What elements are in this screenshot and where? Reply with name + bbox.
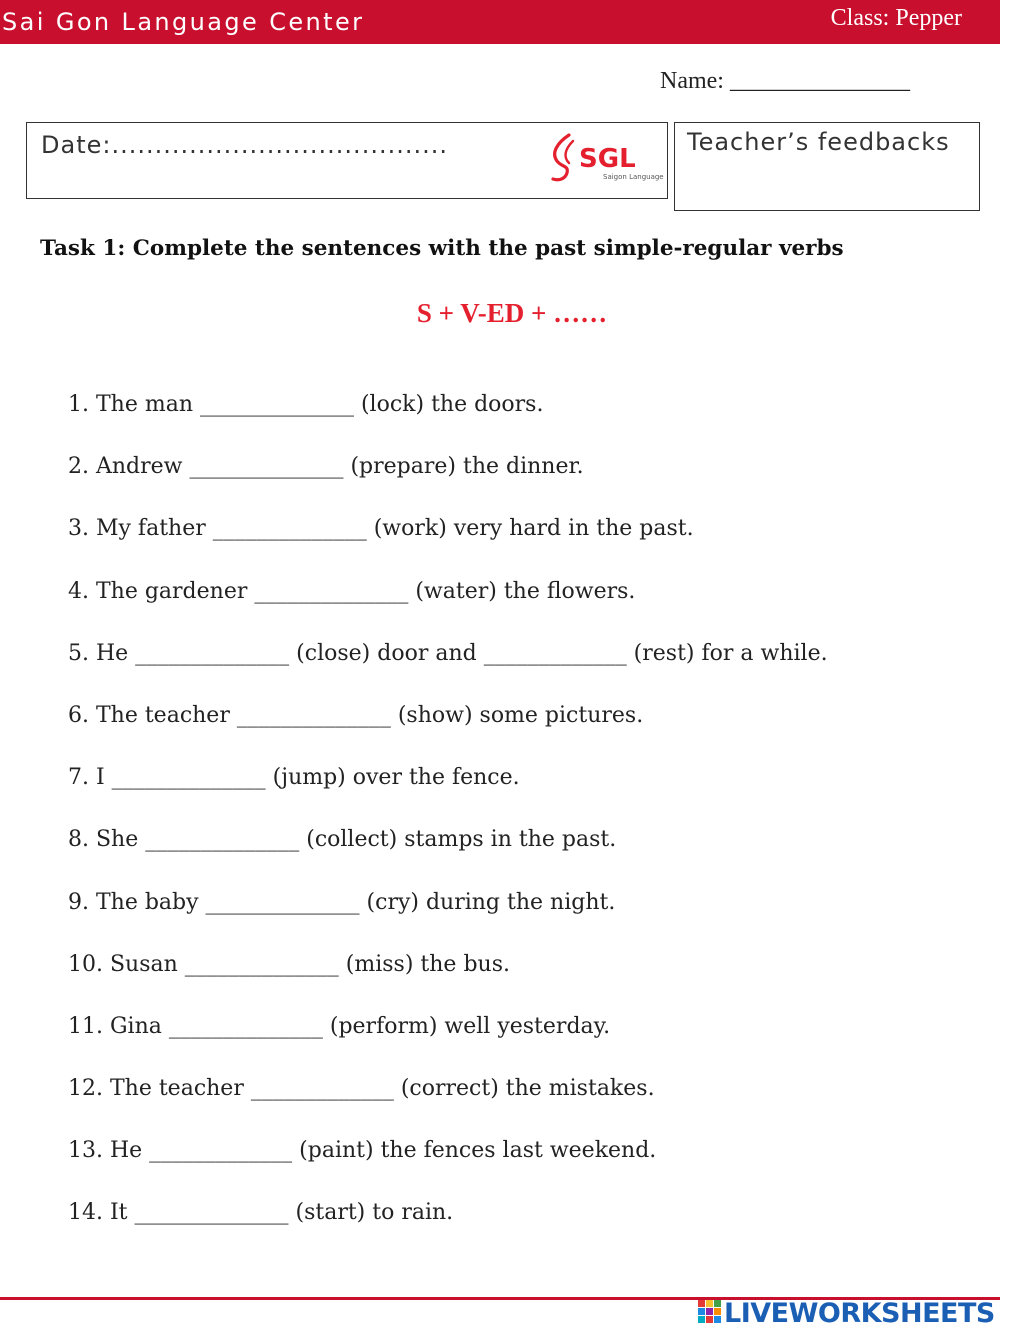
- sentence-item[interactable]: 8. She ______________ (collect) stamps in the past.: [68, 827, 617, 853]
- sentence-item[interactable]: 13. He _____________ (paint) the fences last weekend.: [68, 1138, 657, 1164]
- liveworksheets-watermark: [697, 1298, 997, 1328]
- name-field: Name: _______________: [660, 68, 910, 94]
- liveworksheets-icon: [697, 1298, 723, 1328]
- feedback-label: Teacher’s feedbacks: [687, 128, 950, 156]
- sentence-item[interactable]: 5. He ______________ (close) door and _____________ (rest) for a while.: [68, 640, 828, 666]
- date-field: Date:.......................................: [41, 131, 448, 159]
- task-title: Task 1: Complete the sentences with the past simple-regular verbs: [40, 236, 844, 261]
- class-label: Class: Pepper: [830, 5, 962, 31]
- feedback-box: [674, 122, 980, 211]
- sentence-item[interactable]: 4. The gardener ______________ (water) the flowers.: [68, 578, 636, 604]
- sentence-item[interactable]: 1. The man ______________ (lock) the doors.: [68, 392, 544, 417]
- sentence-item[interactable]: 11. Gina ______________ (perform) well yesterday.: [68, 1013, 611, 1039]
- sentence-item[interactable]: 2. Andrew ______________ (prepare) the dinner.: [68, 454, 584, 480]
- sentence-item[interactable]: 10. Susan ______________ (miss) the bus.: [68, 951, 510, 977]
- date-box: [26, 122, 668, 199]
- sentence-item[interactable]: 3. My father ______________ (work) very hard in the past.: [68, 516, 694, 542]
- sentence-item[interactable]: 12. The teacher _____________ (correct) the mistakes.: [68, 1076, 655, 1102]
- center-name: Sai Gon Language Center: [2, 8, 365, 36]
- sgl-logo: [547, 131, 664, 185]
- logo-tagline: Saigon Language: [603, 173, 664, 181]
- sentence-item[interactable]: 9. The baby ______________ (cry) during the night.: [68, 889, 616, 915]
- logo-brand: SGL: [579, 144, 636, 174]
- sentence-item[interactable]: 6. The teacher ______________ (show) some pictures.: [68, 702, 644, 728]
- sentence-list: [68, 392, 828, 1263]
- formula: S + V-ED + ……: [416, 298, 608, 328]
- sentence-item[interactable]: 14. It ______________ (start) to rain.: [68, 1200, 454, 1226]
- header-bar: [0, 0, 1000, 44]
- watermark-text: LIVEWORKSHEETS: [724, 1298, 995, 1329]
- sentence-item[interactable]: 7. I ______________ (jump) over the fence.: [68, 765, 520, 791]
